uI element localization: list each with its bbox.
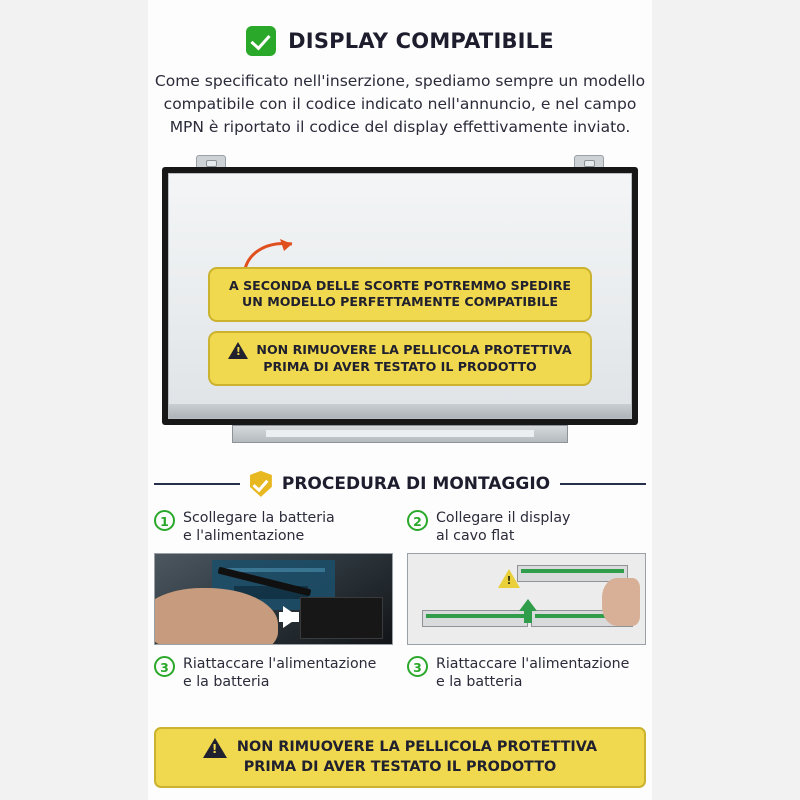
warning-triangle-icon [228,342,248,359]
step-3-left-text [154,655,393,691]
callout-2-row-1 [218,342,582,359]
panel-lower-housing [232,425,568,443]
divider-right [560,483,646,485]
right-margin [652,0,800,800]
steps-bottom-row [154,655,646,691]
step-3-right-line-1: Riattaccare l'alimentazione [436,656,630,673]
step-1 [154,509,393,645]
footer-line-2: PRIMA DI AVER TESTATO IL PRODOTTO [243,758,557,775]
step-3-right-label [436,655,629,691]
step-1-line-1: Scollegare la batteria [183,509,335,526]
display-panel-illustration [154,155,646,455]
callout-compatible-model [208,267,592,322]
step-2-photo [407,553,646,645]
section-title: PROCEDURA DI MONTAGGIO [281,473,551,494]
step-3-right-line-2: e la batteria [436,674,523,691]
footer-warning-banner [154,727,646,788]
battery-shape [300,597,383,639]
callout-1-line-2: UN MODELLO PERFETTAMENTE COMPATIBILE [242,294,558,310]
page-title: DISPLAY COMPATIBILE [288,29,554,53]
footer-row-1 [166,738,634,758]
step-2-number: 2 [407,510,428,531]
warning-triangle-icon [203,738,227,758]
panel-bottom-strip [169,404,631,418]
step-1-text [154,509,393,545]
arrow-right-icon [283,606,299,628]
step-2-line-1: Collegare il display [436,509,571,526]
callout-2-line-2: PRIMA DI AVER TESTATO IL PRODOTTO [263,358,537,374]
step-2 [407,509,646,645]
content-column [148,0,652,800]
step-3-right-number: 3 [407,656,428,677]
step-1-line-2: e l'alimentazione [183,527,305,544]
divider-left [154,483,240,485]
flat-cable-connector-middle [422,610,528,627]
step-1-photo [154,553,393,645]
callout-protective-film [208,331,592,387]
footer-line-1: NON RIMUOVERE LA PELLICOLA PROTETTIVA [236,739,598,756]
step-3-right-text [407,655,646,691]
hand-shape [602,578,640,627]
callout-1-line-1: A SECONDA DELLE SCORTE POTREMMO SPEDIRE [228,277,572,293]
shield-check-icon [250,471,272,497]
warning-triangle-icon [498,569,520,588]
intro-text: Come specificato nell'inserzione, spediamo sempre un modello compatibile con il codice indicato nell'annuncio, e nel campo MPN è riportato il codice del display effettivamente inviato. [154,72,646,136]
arrow-up-icon [519,599,537,611]
procedure-heading [154,471,646,497]
step-3-left-line-2: e la batteria [183,674,270,691]
step-2-label [436,509,570,545]
left-margin [0,0,148,800]
check-square-icon [246,26,276,56]
step-3-left-line-1: Riattaccare l'alimentazione [183,656,377,673]
step-3-left [154,655,393,691]
step-1-label [183,509,335,545]
step-3-left-label [183,655,376,691]
step-2-line-2: al cavo flat [436,527,515,544]
callout-2-line-1: NON RIMUOVERE LA PELLICOLA PROTETTIVA [256,342,572,357]
step-2-text [407,509,646,545]
steps-top-row [154,509,646,645]
header [148,26,652,56]
step-1-number: 1 [154,510,175,531]
step-3-right [407,655,646,691]
step-3-left-number: 3 [154,656,175,677]
